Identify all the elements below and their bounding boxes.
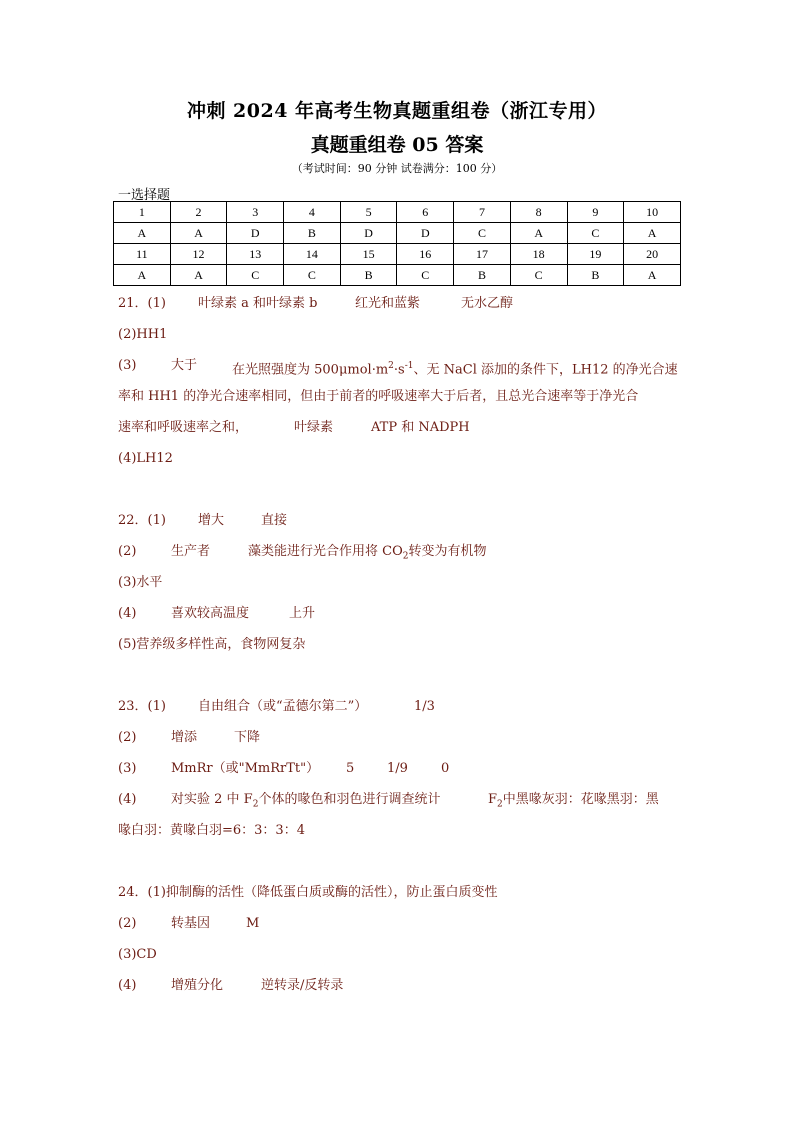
answer-text: 上升: [289, 606, 316, 621]
answer-text: 喜欢较高温度: [171, 606, 250, 621]
q21-part1: [118, 292, 680, 323]
answer-text: (2)HH1: [118, 327, 168, 342]
table-cell: 12: [170, 244, 227, 265]
table-cell: D: [227, 223, 284, 244]
answer-text: ·s: [393, 362, 405, 378]
answer-text: 转基因: [171, 916, 211, 931]
q23-part4: [118, 788, 680, 819]
q24-part3: [118, 943, 680, 974]
table-cell: 3: [227, 202, 284, 223]
choice-section-label: 一选择题: [118, 188, 171, 203]
q21-part4: [118, 447, 680, 478]
answer-text: 生产者: [171, 544, 211, 559]
q21-number: 21．(1): [118, 296, 166, 311]
table-cell: 11: [114, 244, 171, 265]
answer-text: 直接: [261, 513, 288, 528]
answer-text: 增添: [171, 730, 198, 745]
answer-text: 对实验 2 中 F: [171, 792, 253, 807]
answer-text: 叶绿素: [294, 420, 334, 435]
q21-part3: [118, 354, 680, 385]
table-cell: 16: [397, 244, 454, 265]
answer-text: 转变为有机物: [408, 544, 487, 559]
table-cell: C: [284, 265, 341, 286]
answer-row: [114, 265, 681, 286]
part-number: (3): [118, 358, 137, 373]
answer-text: 1/9: [387, 761, 408, 776]
table-cell: 8: [510, 202, 567, 223]
q22-number: 22．(1): [118, 513, 166, 528]
answer-text: (4)LH12: [118, 451, 173, 466]
q22-part2: [118, 540, 680, 571]
q22-part1: [118, 509, 680, 540]
q24-part4: [118, 974, 680, 1005]
question-number-row: [114, 244, 681, 265]
answer-text: (5)营养级多样性高，食物网复杂: [118, 637, 306, 652]
q22-part4: [118, 602, 680, 633]
table-cell: B: [284, 223, 341, 244]
answer-text: [488, 788, 659, 817]
table-cell: D: [340, 223, 397, 244]
answer-text: MmRr（或"MmRrTt"）: [171, 761, 320, 776]
answer-text: 速率和呼吸速率之和，: [118, 420, 249, 435]
answer-text: 1/3: [414, 699, 435, 714]
q23-part3: [118, 757, 680, 788]
answer-text: 中黑喙灰羽：花喙黑羽：黑: [502, 792, 659, 807]
answer-text: [171, 788, 440, 817]
part-number: (4): [118, 978, 137, 993]
answer-text: F: [488, 792, 498, 807]
table-cell: 6: [397, 202, 454, 223]
table-cell: B: [454, 265, 511, 286]
answer-text: (3)水平: [118, 575, 163, 590]
table-cell: C: [454, 223, 511, 244]
answer-text: 叶绿素 a 和叶绿素 b: [198, 296, 318, 311]
q23-part2: [118, 726, 680, 757]
answer-text: 下降: [234, 730, 261, 745]
table-cell: A: [170, 223, 227, 244]
table-cell: 13: [227, 244, 284, 265]
q22-part5: [118, 633, 680, 664]
table-cell: 1: [114, 202, 171, 223]
answer-text: 增殖分化: [171, 978, 224, 993]
answer-text: 在光照强度为 500μmol·m: [232, 362, 389, 378]
q21-part3-continued: [118, 385, 680, 416]
answer-text: [248, 540, 487, 569]
table-cell: 15: [340, 244, 397, 265]
table-cell: A: [624, 265, 681, 286]
part-number: (4): [118, 606, 137, 621]
answer-text: 0: [441, 761, 450, 776]
answer-text: [232, 354, 678, 382]
part-number: (2): [118, 916, 137, 931]
part-number: (3): [118, 761, 137, 776]
table-cell: 17: [454, 244, 511, 265]
table-cell: C: [227, 265, 284, 286]
table-cell: 7: [454, 202, 511, 223]
answer-text: 、无 NaCl 添加的条件下，LH12 的净光合速: [413, 362, 678, 378]
table-cell: C: [510, 265, 567, 286]
superscript: 2: [388, 361, 394, 371]
table-cell: 4: [284, 202, 341, 223]
part-number: (4): [118, 792, 137, 807]
table-cell: 9: [567, 202, 624, 223]
document-subtitle: 真题重组卷 05 答案: [310, 134, 484, 156]
table-cell: A: [114, 265, 171, 286]
superscript: -1: [404, 361, 414, 371]
answer-text: 红光和蓝紫: [355, 296, 421, 311]
table-cell: D: [397, 223, 454, 244]
answer-text: 增大: [198, 513, 225, 528]
subscript: 2: [402, 551, 409, 562]
q24-part1: [118, 881, 680, 912]
choice-answer-table: [113, 201, 681, 286]
answer-text: 喙白羽：黄喙白羽=6：3：3：4: [118, 823, 305, 838]
q22-part3: [118, 571, 680, 602]
subscript: 2: [497, 799, 503, 810]
table-cell: A: [114, 223, 171, 244]
table-cell: B: [567, 265, 624, 286]
question-number-row: [114, 202, 681, 223]
answer-text: M: [246, 916, 260, 931]
table-cell: 19: [567, 244, 624, 265]
exam-info: （考试时间：90 分钟 试卷满分：100 分）: [291, 162, 503, 175]
q24-part2: [118, 912, 680, 943]
q21-part3-continued: [118, 416, 680, 447]
document-title: 冲刺 2024 年高考生物真题重组卷（浙江专用）: [186, 100, 608, 122]
table-cell: 14: [284, 244, 341, 265]
table-cell: C: [567, 223, 624, 244]
answer-text: ATP 和 NADPH: [371, 420, 470, 435]
answer-text: 率和 HH1 的净光合速率相同，但由于前者的呼吸速率大于后者，且总光合速率等于净光合: [118, 389, 639, 404]
q23-part4-continued: [118, 819, 680, 850]
table-cell: A: [510, 223, 567, 244]
answer-text: 自由组合（或“孟德尔第二”）: [198, 699, 368, 714]
table-cell: A: [624, 223, 681, 244]
answer-text: 大于: [171, 358, 198, 373]
answer-text: 5: [346, 761, 355, 776]
table-cell: 10: [624, 202, 681, 223]
q21-part2: [118, 323, 680, 354]
part-number: (2): [118, 544, 137, 559]
table-cell: 2: [170, 202, 227, 223]
q23-part1: [118, 695, 680, 726]
table-cell: C: [397, 265, 454, 286]
table-cell: 5: [340, 202, 397, 223]
table-cell: 18: [510, 244, 567, 265]
subscript: 2: [252, 799, 259, 810]
answer-text: 24．(1)抑制酶的活性（降低蛋白质或酶的活性），防止蛋白质变性: [118, 885, 498, 900]
table-cell: B: [340, 265, 397, 286]
answer-text: (3)CD: [118, 947, 157, 962]
part-number: (2): [118, 730, 137, 745]
answer-text: 个体的喙色和羽色进行调查统计: [258, 792, 441, 807]
answer-text: 逆转录/反转录: [261, 978, 344, 993]
table-cell: A: [170, 265, 227, 286]
answer-text: 藻类能进行光合作用将 CO: [248, 544, 403, 559]
table-cell: 20: [624, 244, 681, 265]
answer-text: 无水乙醇: [461, 296, 514, 311]
answer-row: [114, 223, 681, 244]
answer-section: [118, 292, 680, 1005]
q23-number: 23．(1): [118, 699, 166, 714]
